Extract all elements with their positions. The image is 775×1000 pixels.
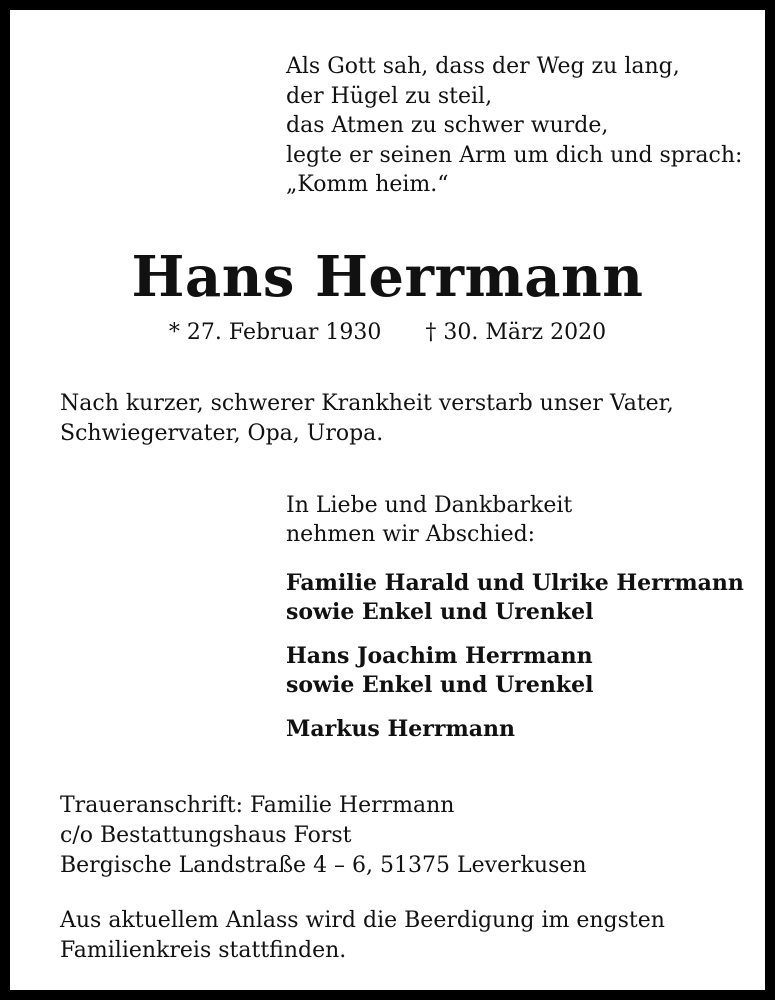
- farewell-line: nehmen wir Abschied:: [286, 522, 536, 547]
- farewell-line: In Liebe und Dankbarkeit: [286, 493, 573, 518]
- mourner-line: Familie Harald und Ulrike Herrmann: [286, 570, 744, 596]
- mourner-line: Hans Joachim Herrmann: [286, 643, 593, 669]
- mourner-group: [286, 569, 744, 627]
- poem: [286, 52, 742, 200]
- poem-line: Als Gott sah, dass der Weg zu lang,: [286, 54, 680, 79]
- mourner-line: sowie Enkel und Urenkel: [286, 672, 594, 698]
- mourners-list: [286, 569, 744, 759]
- note-line: Aus aktuellem Anlass wird die Beerdigung im engsten: [60, 908, 665, 933]
- life-dates: [10, 318, 765, 348]
- address-line: c/o Bestattungshaus Forst: [60, 823, 352, 848]
- announcement-line: Schwiegervater, Opa, Uropa.: [60, 421, 384, 446]
- poem-line: das Atmen zu schwer wurde,: [286, 113, 609, 138]
- announcement-line: Nach kurzer, schwerer Krankheit verstarb unser Vater,: [60, 391, 674, 416]
- farewell-text: [286, 491, 572, 549]
- mourner-group: [286, 642, 744, 700]
- address-line: Bergische Landstraße 4 – 6, 51375 Leverkusen: [60, 853, 587, 878]
- note-line: Familienkreis stattfinden.: [60, 938, 347, 963]
- deceased-name: Hans Herrmann: [131, 244, 644, 310]
- poem-line: legte er seinen Arm um dich und sprach:: [286, 142, 743, 168]
- poem-line: „Komm heim.“: [286, 172, 449, 197]
- poem-line: der Hügel zu steil,: [286, 83, 493, 109]
- mourner-line: sowie Enkel und Urenkel: [286, 599, 594, 625]
- mourner-group: [286, 715, 744, 744]
- condolence-address: [60, 791, 587, 881]
- address-line: Traueranschrift: Familie Herrmann: [60, 793, 455, 818]
- death-date: † 30. März 2020: [425, 320, 607, 345]
- birth-date: * 27. Februar 1930: [168, 320, 382, 345]
- mourner-line: Markus Herrmann: [286, 716, 515, 742]
- funeral-note: [60, 906, 665, 966]
- death-announcement: [60, 389, 674, 449]
